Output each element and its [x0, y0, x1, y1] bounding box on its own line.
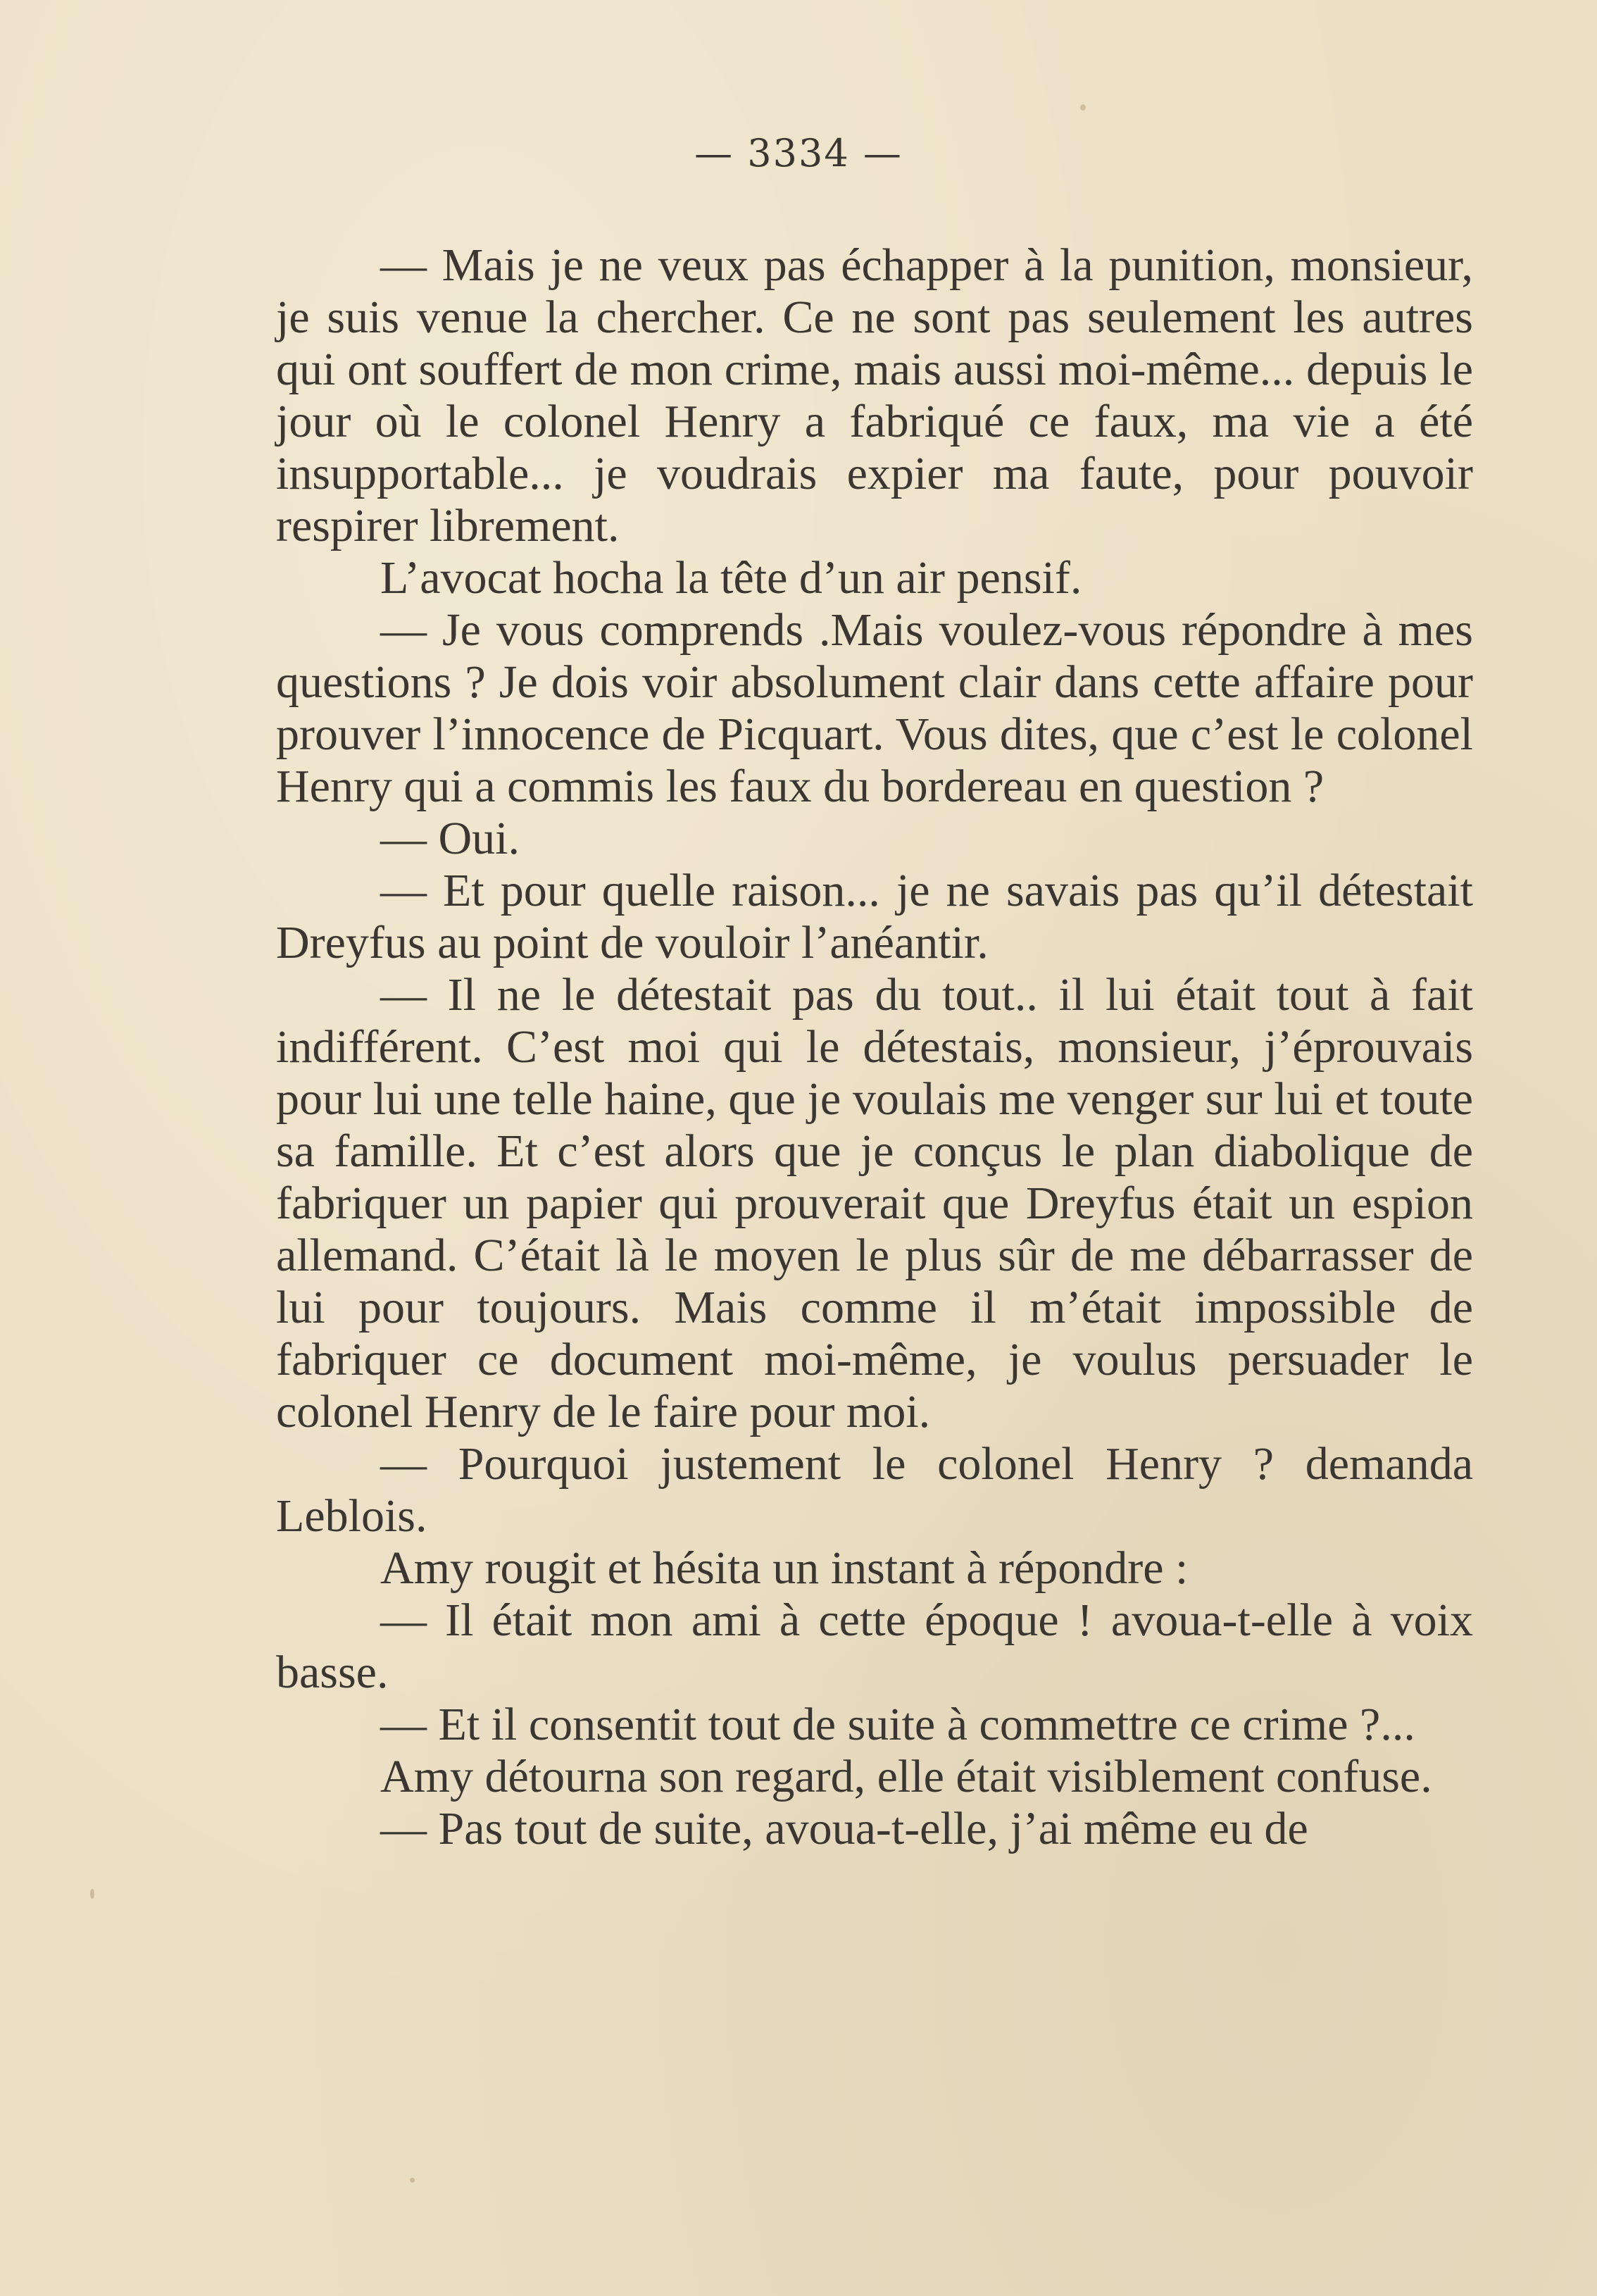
paper-stain: [1080, 104, 1086, 111]
paragraph: — Oui.: [380, 813, 520, 864]
paragraph: — Mais je ne veux pas échapper à la punition, monsieur, je suis venue la chercher. Ce ne sont pas seulement les autres qui ont souffert de mon crime, mais aussi moi-même... depuis le jour où le colonel Henry a fabriqué ce faux, ma vie a été insupportable... je voudrais expier ma faute, pour pouvoir respirer librement.: [276, 239, 1473, 551]
paper-stain: [90, 1889, 94, 1899]
body-text: [276, 239, 1473, 1855]
page-number: — 3334 —: [694, 131, 903, 175]
paragraph: — Et il consentit tout de suite à commettre ce crime ?...: [380, 1699, 1415, 1750]
paper-stain: [410, 2178, 415, 2183]
paragraph: Amy rougit et hésita un instant à répondre :: [380, 1542, 1189, 1594]
paragraph: — Il ne le détestait pas du tout.. il lui était tout à fait indifférent. C’est moi qui le détestais, monsieur, j’éprouvais pour lui une telle haine, que je voulais me venger sur lui et toute sa famille. Et c’est alors que je conçus le plan diabolique de fabriquer un papier qui prouverait que Dreyfus était un espion allemand. C’était là le moyen le plus sûr de me débarrasser de lui pour toujours. Mais comme il m’était impossible de fabriquer ce document moi-même, je voulus persuader le colonel Henry de le faire pour moi.: [276, 969, 1473, 1437]
paragraph: — Et pour quelle raison... je ne savais pas qu’il détestait Dreyfus au point de vouloir l’anéantir.: [276, 865, 1473, 968]
paragraph: Amy détourna son regard, elle était visiblement confuse.: [380, 1751, 1432, 1802]
paragraph: — Il était mon ami à cette époque ! avoua-t-elle à voix basse.: [276, 1595, 1473, 1698]
paragraph: — Pas tout de suite, avoua-t-elle, j’ai même eu de: [380, 1803, 1308, 1854]
paragraph: L’avocat hocha la tête d’un air pensif.: [380, 552, 1082, 604]
paragraph: — Pourquoi justement le colonel Henry ? demanda Leblois.: [276, 1438, 1473, 1542]
paragraph: — Je vous comprends .Mais voulez-vous répondre à mes questions ? Je dois voir absolument clair dans cette affaire pour prouver l’innocence de Picquart. Vous dites, que c’est le colonel Henry qui a commis les faux du bordereau en question ?: [276, 604, 1473, 812]
